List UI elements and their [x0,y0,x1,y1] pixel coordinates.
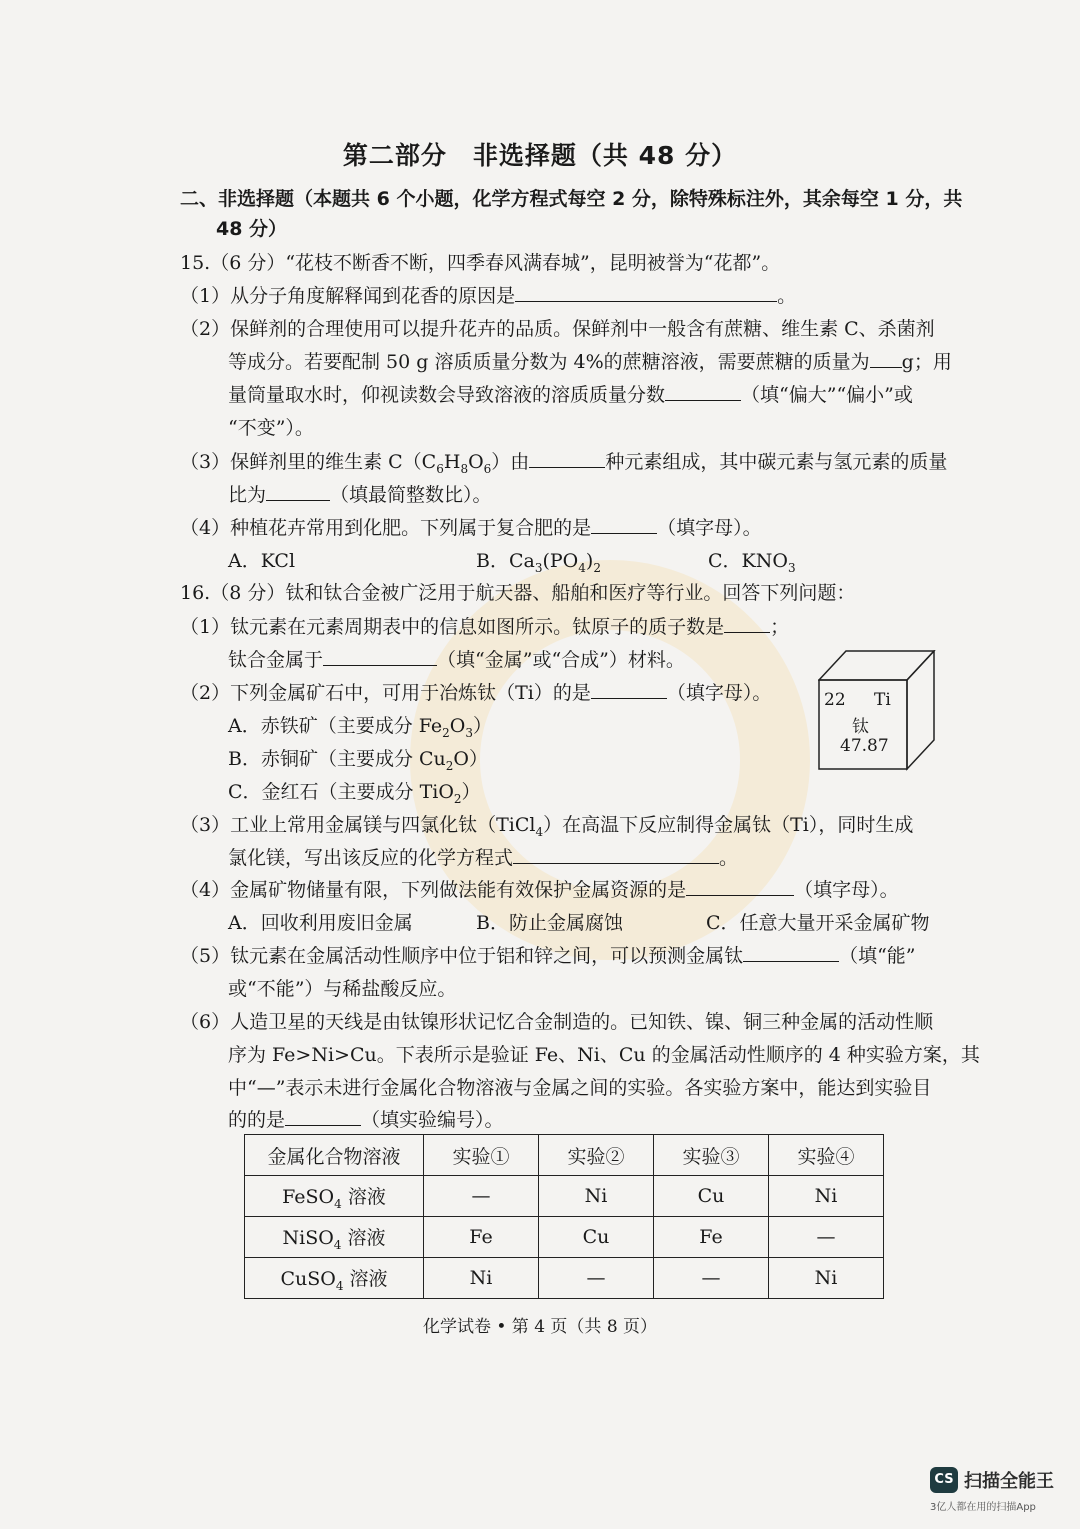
table-row [245,1217,884,1258]
q16-part5-line2: 或“不能”）与稀盐酸反应。 [228,978,457,1000]
q16-part6-line1: （6）人造卫星的天线是由钛镍形状记忆合金制造的。已知铁、镍、铜三种金属的活动性顺 [180,1011,934,1033]
section-heading-cont: 48 分） [216,218,288,240]
atomic-number: 22 [824,690,846,710]
q15-stem: 15.（6 分）“花枝不断香不断，四季春风满春城”，昆明被誉为“花都”。 [180,252,781,274]
answer-blank[interactable] [591,515,657,534]
answer-blank[interactable] [870,349,902,368]
q15-option-a: A．KCl [228,550,296,572]
answer-blank[interactable] [724,614,770,633]
table-cell: Fe [424,1217,539,1258]
answer-blank[interactable] [515,283,777,302]
q16-part3-line2: 氯化镁，写出该反应的化学方程式 。 [228,847,739,869]
table-cell: — [539,1258,654,1299]
element-name: 钛 [852,717,869,737]
section-heading: 二、非选择题（本题共 6 个小题，化学方程式每空 2 分，除特殊标注外，其余每空 1 分，共 [180,188,963,210]
table-header: 实验② [539,1135,654,1176]
table-header: 实验③ [654,1135,769,1176]
table-row [245,1176,884,1217]
q16-option-a: A．赤铁矿（主要成分 $Fe_2O_3$） [228,715,493,740]
table-cell: — [424,1176,539,1217]
table-cell: Cu [539,1217,654,1258]
table-cell: Ni [769,1176,884,1217]
q16-part6-line4: 的的是 （填实验编号）。 [228,1109,504,1131]
table-header-row [245,1135,884,1176]
page-title: 第二部分 非选择题（共 48 分） [342,141,738,170]
answer-blank[interactable] [743,943,839,962]
table-header: 实验④ [769,1135,884,1176]
table-row [245,1258,884,1299]
table-cell: — [769,1217,884,1258]
q15-part4: （4）种植花卉常用到化肥。下列属于复合肥的是 （填字母）。 [180,517,762,539]
table-cell: Ni [539,1176,654,1217]
table-cell: NiSO$_4$ 溶液 [245,1217,424,1258]
titanium-element-card [818,650,933,768]
table-cell: Cu [654,1176,769,1217]
answer-blank[interactable] [266,482,330,501]
answer-blank[interactable] [529,449,605,468]
q15-part3-line2: 比为 （填最简整数比）。 [228,484,492,506]
camscanner-logo-icon: CS [930,1467,958,1493]
atomic-mass: 47.87 [840,736,889,756]
scanner-tagline: 3亿人都在用的扫描App [930,1502,1036,1513]
q15-part2-line2: 等成分。若要配制 50 g 溶质质量分数为 4%的蔗糖溶液，需要蔗糖的质量为 g；用 [228,351,952,373]
q16-part6-line2: 序为 Fe>Ni>Cu。下表所示是验证 Fe、Ni、Cu 的金属活动性顺序的 4 种实验方案，其 [228,1044,980,1066]
q16-part6-line3: 中“—”表示未进行金属化合物溶液与金属之间的实验。各实验方案中，能达到实验目 [228,1077,932,1099]
table-cell: Fe [654,1217,769,1258]
vitamin-c-formula: $C_6H_8O_6$ [421,451,492,476]
q16-part4: （4）金属矿物储量有限，下列做法能有效保护金属资源的是 （填字母）。 [180,879,899,901]
table-header: 实验① [424,1135,539,1176]
answer-blank[interactable] [591,680,667,699]
q15-part2-line1: （2）保鲜剂的合理使用可以提升花卉的品质。保鲜剂中一般含有蔗糖、维生素 C、杀菌剂 [180,318,935,340]
answer-blank[interactable] [686,877,794,896]
table-cell: CuSO$_4$ 溶液 [245,1258,424,1299]
q15-option-c: C．$KNO_3$ [708,550,796,575]
q16-p4-option-a: A．回收利用废旧金属 [228,912,413,934]
experiment-table [244,1134,884,1299]
table-cell: Ni [769,1258,884,1299]
q16-option-c: C．金红石（主要成分 TiO$_2$） [228,781,481,806]
q16-part1-line1: （1）钛元素在元素周期表中的信息如图所示。钛原子的质子数是 ； [180,616,790,638]
q16-option-b: B．赤铜矿（主要成分 $Cu_2O$） [228,748,488,773]
q15-option-b: B．$Ca_3(PO_4)_2$ [476,550,601,575]
page-footer: 化学试卷 • 第 4 页（共 8 页） [422,1317,658,1337]
q16-p4-option-c: C．任意大量开采金属矿物 [706,912,930,934]
q15-part3-line1: （3）保鲜剂里的维生素 $C(C_6H_8O_6)$由 种元素组成，其中碳元素与氢元素的质量 [180,451,948,476]
table-cell: FeSO$_4$ 溶液 [245,1176,424,1217]
table-cell: Ni [424,1258,539,1299]
q16-p4-option-b: B．防止金属腐蚀 [476,912,623,934]
answer-blank[interactable] [665,382,741,401]
q16-part3-line1: （3）工业上常用金属镁与四氯化钛（TiCl$_4$）在高温下反应制得金属钛（Ti），同时生成 [180,814,914,839]
q16-part1-line2: 钛合金属于 （填“金属”或“合成”）材料。 [228,649,685,671]
table-header: 金属化合物溶液 [245,1135,424,1176]
q16-part5-line1: （5）钛元素在金属活动性顺序中位于铝和锌之间，可以预测金属钛 （填“能” [180,945,916,967]
table-cell: — [654,1258,769,1299]
answer-blank[interactable] [513,845,719,864]
q16-stem: 16.（8 分）钛和钛合金被广泛用于航天器、船舶和医疗等行业。回答下列问题： [180,582,856,604]
answer-blank[interactable] [285,1107,361,1126]
scanner-app-name: 扫描全能王 [964,1471,1054,1492]
q15-part2-line3: 量筒量取水时，仰视读数会导致溶液的溶质质量分数 （填“偏大”“偏小”或 [228,384,913,406]
q15-part1: （1）从分子角度解释闻到花香的原因是 。 [180,285,797,307]
element-symbol: Ti [874,690,891,710]
answer-blank[interactable] [323,647,437,666]
q16-part2: （2）下列金属矿石中，可用于冶炼钛（Ti）的是 （填字母）。 [180,682,772,704]
q15-part2-line4: “不变”）。 [228,417,314,439]
